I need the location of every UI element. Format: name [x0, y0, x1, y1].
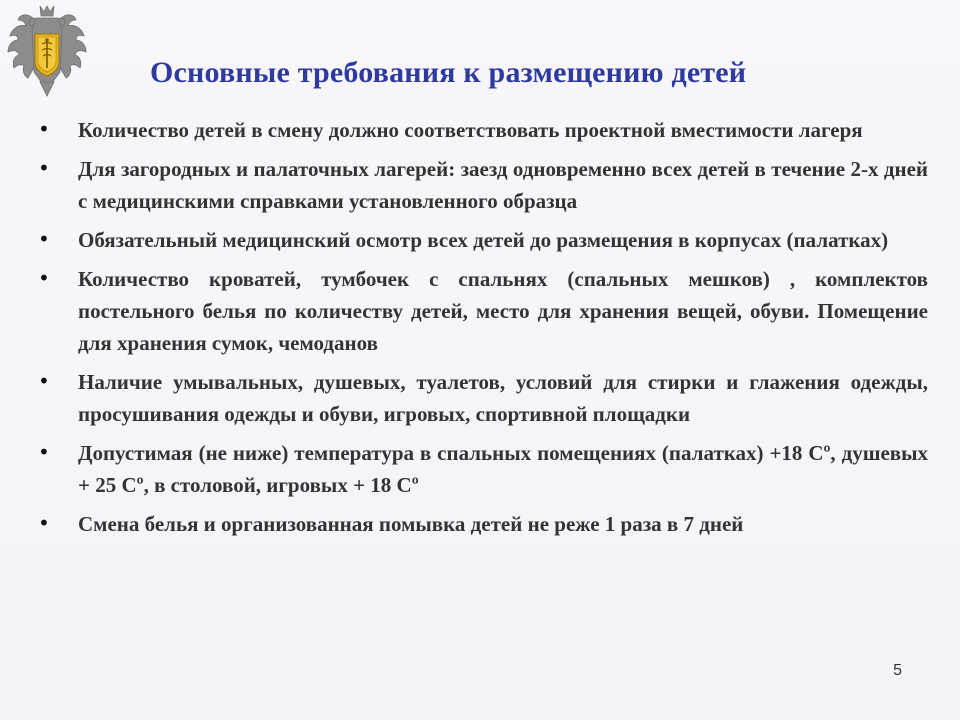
list-item — [38, 437, 928, 501]
slide-title: Основные требования к размещению детей — [150, 56, 747, 89]
bullet-icon: • — [38, 266, 50, 290]
bullet-text: Для загородных и палаточных лагерей: заезд одновременно всех детей в течение 2-х дней с медицинскими справками установленного образца — [78, 157, 928, 213]
double-headed-eagle-emblem-icon — [2, 2, 92, 98]
page-number: 5 — [893, 662, 902, 679]
list-item — [38, 224, 928, 256]
list-item — [38, 263, 928, 359]
list-item — [38, 153, 928, 217]
bullet-text: Наличие умывальных, душевых, туалетов, условий для стирки и глажения одежды, просушивания одежды и обуви, игровых, спортивной площадки — [78, 370, 928, 426]
bullet-icon: • — [38, 369, 50, 393]
bullet-text: Количество кроватей, тумбочек с спальнях (спальных мешков) , комплектов постельного белья по количеству детей, место для хранения вещей, обуви. Помещение для хранения сумок, чемоданов — [78, 267, 928, 355]
bullet-text: Допустимая (не ниже) температура в спальных помещениях (палатках) +18 Сº, душевых + 25 Сº, в столовой, игровых + 18 Сº — [78, 441, 928, 497]
bullet-icon: • — [38, 511, 50, 535]
bullet-icon: • — [38, 440, 50, 464]
bullet-icon: • — [38, 156, 50, 180]
list-item — [38, 366, 928, 430]
list-item — [38, 508, 928, 540]
bullet-icon: • — [38, 227, 50, 251]
bullet-text: Количество детей в смену должно соответствовать проектной вместимости лагеря — [78, 118, 863, 142]
list-item — [38, 114, 928, 146]
bullet-text: Смена белья и организованная помывка детей не реже 1 раза в 7 дней — [78, 512, 744, 536]
requirements-list — [38, 114, 928, 547]
bullet-icon: • — [38, 117, 50, 141]
bullet-text: Обязательный медицинский осмотр всех детей до размещения в корпусах (палатках) — [78, 228, 889, 252]
